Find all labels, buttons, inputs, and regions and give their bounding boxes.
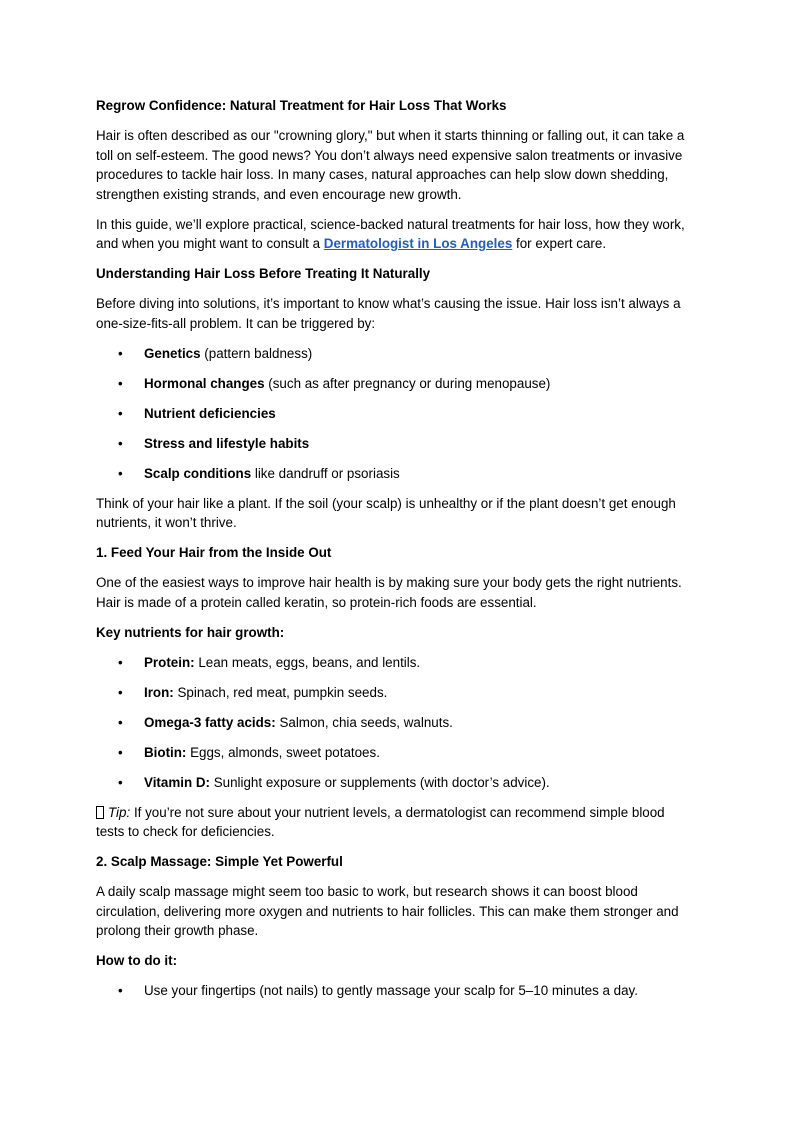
section-heading-understanding: Understanding Hair Loss Before Treating It Naturally [96, 266, 431, 281]
causes-list [96, 344, 696, 484]
guide-text-before: In this guide, we’ll explore practical, science-backed natural treatments for hair loss, how they work, and when you might want to consult a [96, 216, 685, 251]
item-bold: Genetics [144, 345, 201, 361]
bullet-icon: • [118, 983, 123, 998]
bullet-icon: • [118, 405, 123, 421]
list-item [96, 773, 696, 793]
analogy-paragraph: Think of your hair like a plant. If the soil (your scalp) is unhealthy or if the plant doesn’t get enough nutrients, it won’t thrive. [96, 495, 676, 530]
bullet-icon: • [118, 345, 123, 361]
list-item [96, 404, 696, 424]
item-text: Use your fingertips (not nails) to gently massage your scalp for 5–10 minutes a day. [144, 983, 638, 998]
feed-intro: One of the easiest ways to improve hair health is by making sure your body gets the right nutrients. Hair is made of a protein called keratin, so protein-rich foods are essential. [96, 575, 682, 610]
understanding-intro: Before diving into solutions, it’s important to know what’s causing the issue. Hair loss isn’t always a one-size-fits-all problem. It can be triggered by: [96, 296, 681, 331]
list-item [96, 464, 696, 484]
item-text: (such as after pregnancy or during menopause) [264, 375, 551, 391]
item-bold: Vitamin D: [144, 774, 210, 790]
tip-text: If you’re not sure about your nutrient levels, a dermatologist can recommend simple blood tests to check for deficiencies. [96, 804, 665, 839]
bullet-icon: • [118, 684, 123, 700]
item-text: like dandruff or psoriasis [251, 465, 400, 481]
item-text: (pattern baldness) [200, 345, 313, 361]
list-item [96, 981, 696, 1001]
list-item [96, 743, 696, 763]
item-text: Lean meats, eggs, beans, and lentils. [194, 654, 421, 670]
item-text: Spinach, red meat, pumpkin seeds. [173, 684, 388, 700]
intro-paragraph: Hair is often described as our "crowning glory," but when it starts thinning or falling out, it can take a toll on self-esteem. The good news? You don’t always need expensive salon treatments or invasive procedures to tackle hair loss. In many cases, natural approaches can help slow down shedding, strengthen existing strands, and even encourage new growth. [96, 128, 685, 202]
item-bold: Scalp conditions [144, 465, 252, 481]
item-bold: Iron: [144, 684, 174, 700]
document-page [96, 96, 696, 1011]
nutrients-subheading: Key nutrients for hair growth: [96, 624, 285, 640]
nutrients-list [96, 653, 696, 793]
bullet-icon: • [118, 714, 123, 730]
list-item [96, 713, 696, 733]
tip-paragraph [96, 803, 696, 842]
bullet-icon: • [118, 774, 123, 790]
item-bold: Stress and lifestyle habits [144, 435, 310, 451]
item-text: Sunlight exposure or supplements (with doctor’s advice). [209, 774, 550, 790]
item-bold: Nutrient deficiencies [144, 405, 276, 421]
bullet-icon: • [118, 744, 123, 760]
bullet-icon: • [118, 435, 123, 451]
list-item [96, 653, 696, 673]
item-bold: Biotin: [144, 744, 187, 760]
tip-label: Tip: [108, 804, 131, 820]
bullet-icon: • [118, 465, 123, 481]
dermatologist-link[interactable]: Dermatologist in Los Angeles [323, 236, 513, 251]
item-text: Salmon, chia seeds, walnuts. [275, 714, 453, 730]
item-bold: Hormonal changes [144, 375, 265, 391]
list-item [96, 344, 696, 364]
guide-text-after: for expert care. [512, 236, 607, 251]
list-item [96, 374, 696, 394]
item-bold: Omega-3 fatty acids: [144, 714, 276, 730]
item-bold: Protein: [144, 654, 195, 670]
massage-intro: A daily scalp massage might seem too basic to work, but research shows it can boost blood circulation, delivering more oxygen and nutrients to hair follicles. This can make them stronger and prolong their growth phase. [96, 884, 679, 938]
section-heading-massage: 2. Scalp Massage: Simple Yet Powerful [96, 854, 343, 869]
document-title: Regrow Confidence: Natural Treatment for Hair Loss That Works [96, 98, 507, 113]
section-heading-feed: 1. Feed Your Hair from the Inside Out [96, 545, 332, 560]
list-item [96, 434, 696, 454]
bullet-icon: • [118, 375, 123, 391]
bullet-icon: • [118, 654, 123, 670]
howto-subheading: How to do it: [96, 953, 178, 968]
guide-paragraph [96, 215, 696, 254]
steps-list [96, 981, 696, 1001]
list-item [96, 683, 696, 703]
item-text: Eggs, almonds, sweet potatoes. [186, 744, 380, 760]
lightbulb-icon [96, 806, 104, 819]
